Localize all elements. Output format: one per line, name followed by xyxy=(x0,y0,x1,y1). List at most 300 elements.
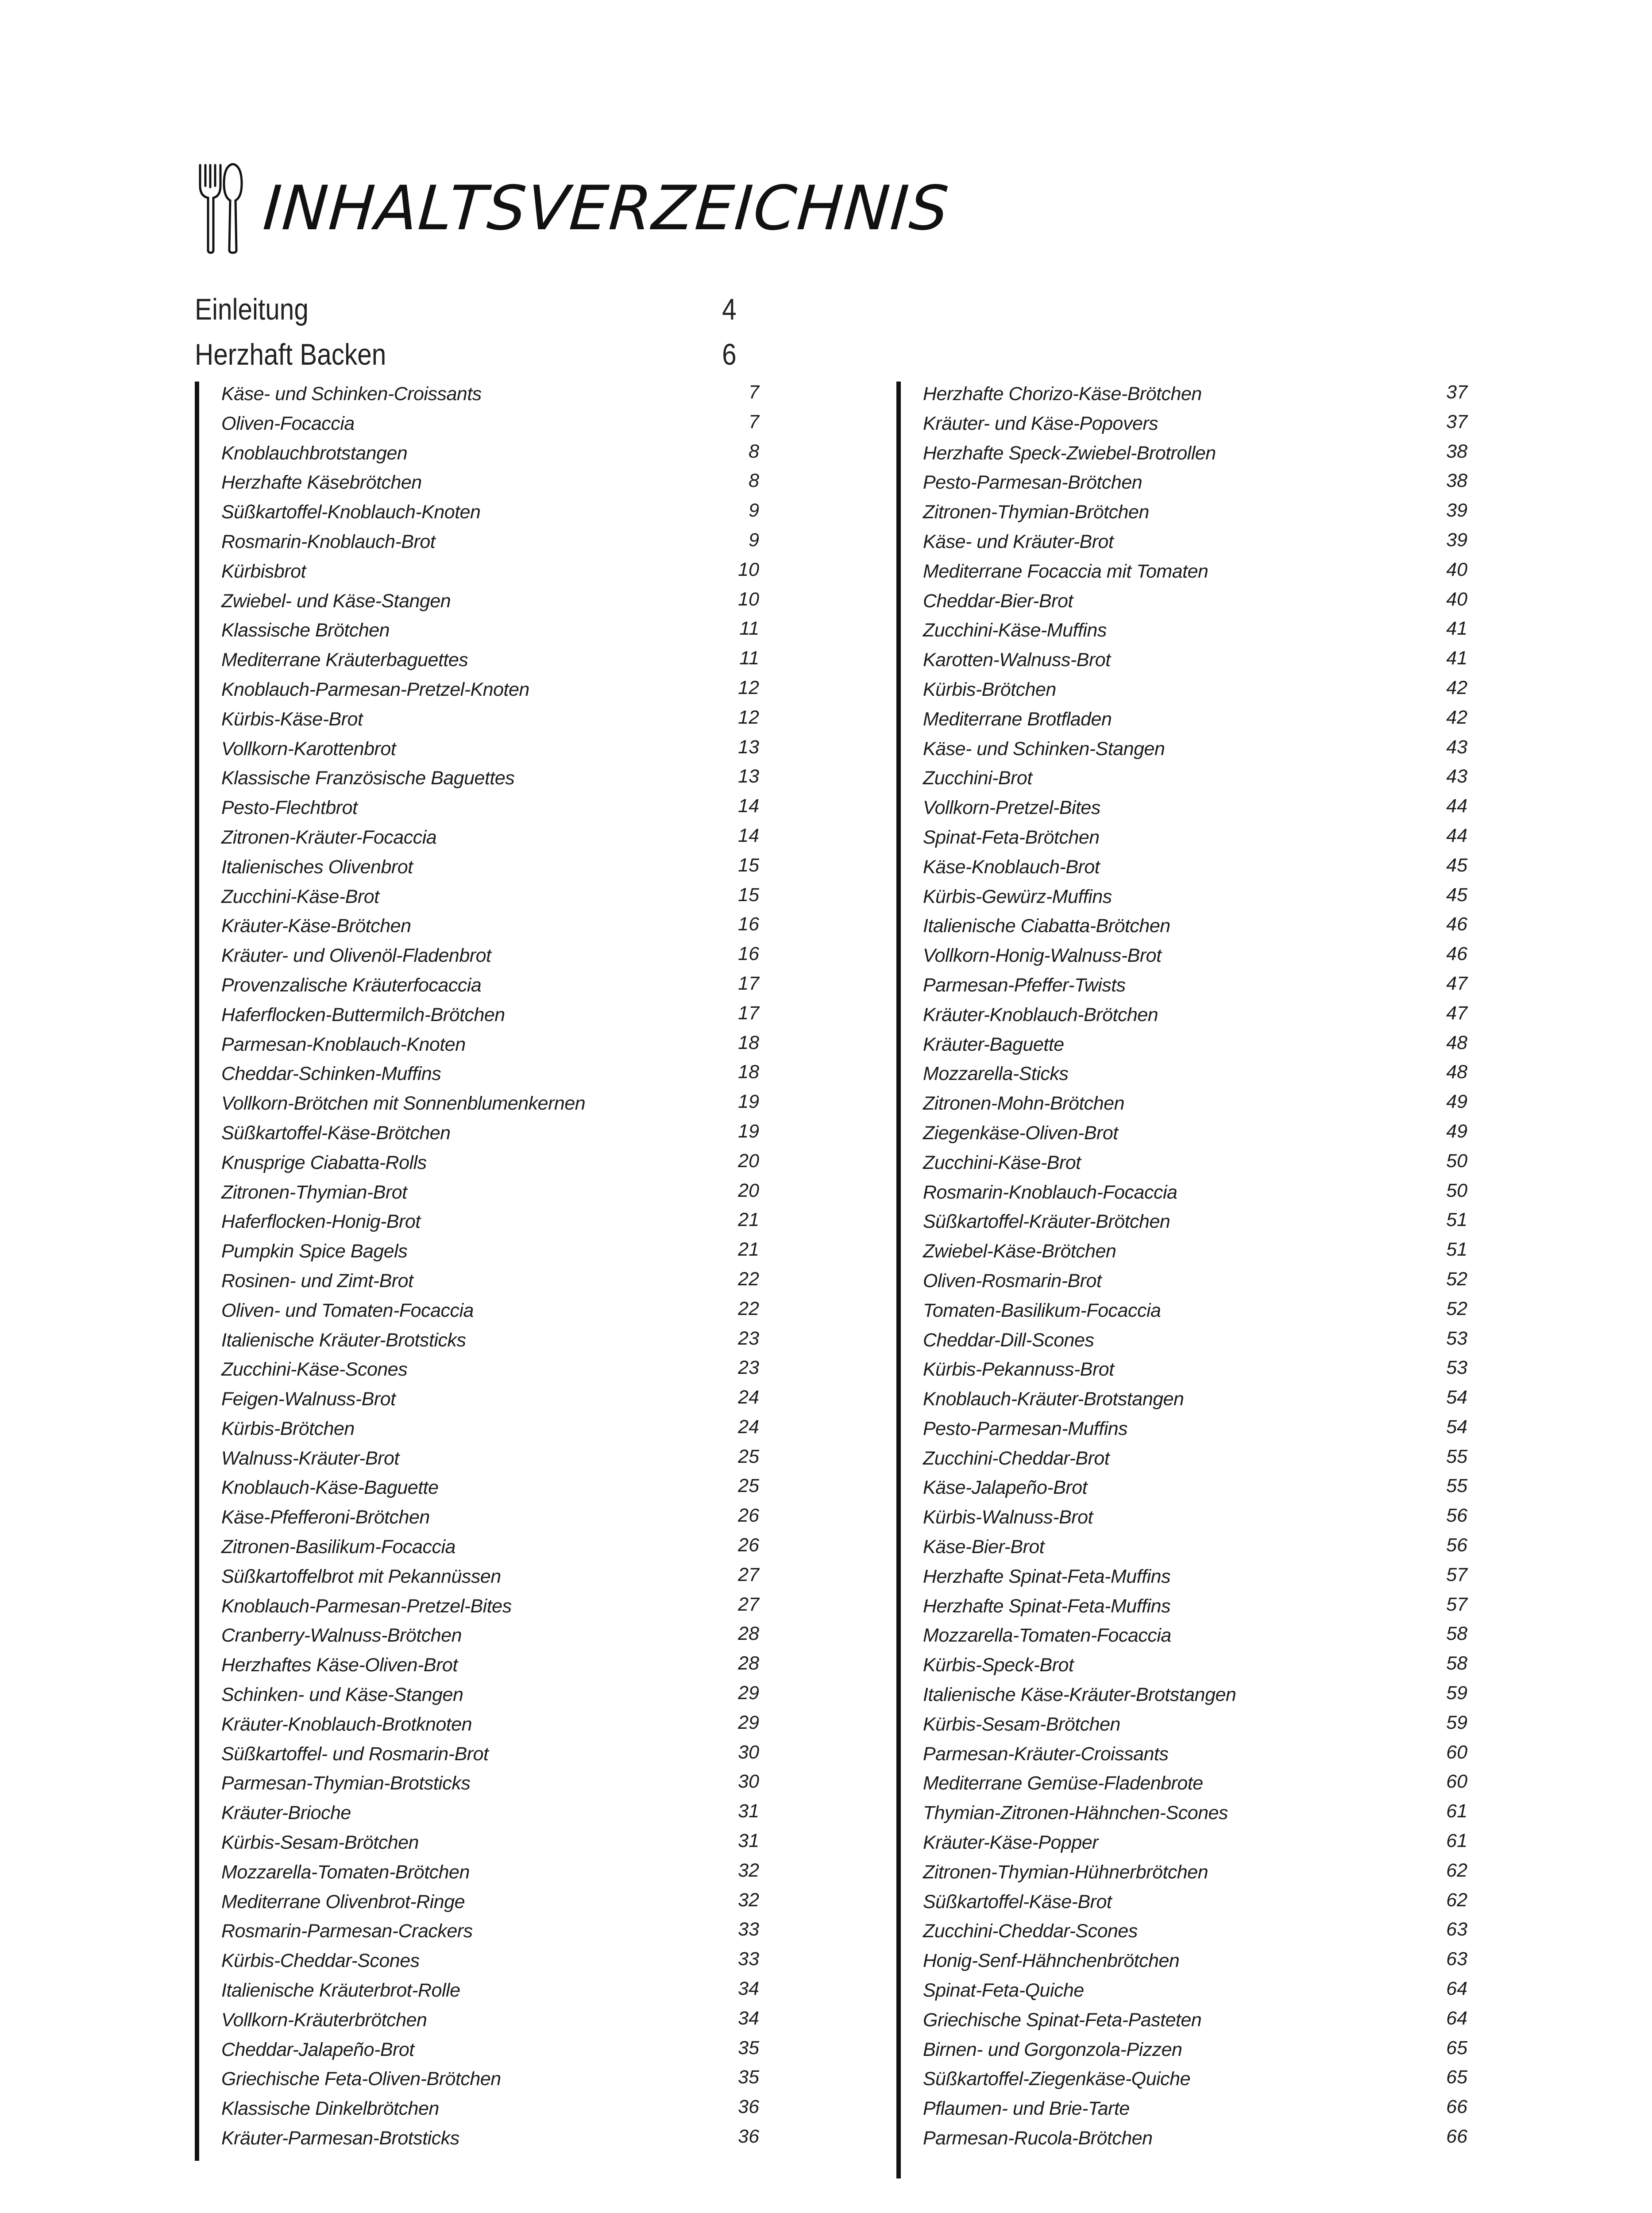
toc-entry-page: 26 xyxy=(738,1534,759,1556)
toc-entry[interactable] xyxy=(923,1742,1481,1771)
toc-entry-page: 18 xyxy=(738,1061,759,1083)
toc-entry-page: 17 xyxy=(738,1002,759,1024)
toc-entry-page: 63 xyxy=(1446,1948,1467,1970)
toc-entry-page: 11 xyxy=(739,618,759,640)
toc-entry-label: Pesto-Parmesan-Brötchen xyxy=(923,472,1143,493)
toc-entry-page: 62 xyxy=(1446,1889,1467,1911)
toc-entry[interactable] xyxy=(923,677,1481,707)
toc-entry[interactable] xyxy=(221,1446,779,1476)
toc-entry[interactable] xyxy=(923,470,1481,500)
toc-entry-label: Klassische Dinkelbrötchen xyxy=(221,2098,439,2120)
toc-entry-page: 27 xyxy=(738,1593,759,1615)
toc-entry-page: 14 xyxy=(738,795,759,817)
toc-entry-page: 29 xyxy=(738,1682,759,1704)
toc-entry[interactable] xyxy=(221,1298,779,1328)
toc-entry-label: Ziegenkäse-Oliven-Brot xyxy=(923,1122,1118,1144)
toc-entry[interactable] xyxy=(923,559,1481,589)
toc-entry[interactable] xyxy=(923,973,1481,1002)
toc-entry-label: Zitronen-Thymian-Brötchen xyxy=(923,501,1149,523)
toc-entry[interactable] xyxy=(221,1682,779,1712)
toc-entry[interactable] xyxy=(221,825,779,855)
toc-entry[interactable] xyxy=(923,1357,1481,1387)
toc-entry-page: 52 xyxy=(1446,1298,1467,1319)
toc-entry-label: Kürbis-Brötchen xyxy=(221,1418,355,1439)
toc-entry[interactable] xyxy=(221,648,779,677)
toc-entry-page: 46 xyxy=(1446,943,1467,965)
toc-entry-page: 9 xyxy=(749,500,759,521)
toc-entry[interactable] xyxy=(923,736,1481,766)
toc-entry[interactable] xyxy=(221,2037,779,2067)
toc-entry[interactable] xyxy=(923,1623,1481,1653)
toc-entry[interactable] xyxy=(221,1475,779,1505)
toc-entry[interactable] xyxy=(923,766,1481,795)
toc-entry[interactable] xyxy=(221,707,779,736)
toc-entry-page: 38 xyxy=(1446,470,1467,492)
toc-entry-label: Birnen- und Gorgonzola-Pizzen xyxy=(923,2039,1182,2060)
toc-entry[interactable] xyxy=(923,1002,1481,1032)
toc-entry-page: 53 xyxy=(1446,1357,1467,1379)
toc-entry-label: Oliven- und Tomaten-Focaccia xyxy=(221,1299,474,1321)
toc-entry-page: 7 xyxy=(749,411,759,432)
toc-entry-page: 51 xyxy=(1446,1209,1467,1231)
toc-entry-label: Cranberry-Walnuss-Brötchen xyxy=(221,1625,462,1646)
toc-entry-page: 32 xyxy=(738,1889,759,1911)
toc-entry[interactable] xyxy=(221,884,779,914)
toc-entry-page: 6 xyxy=(722,338,737,371)
toc-entry-page: 25 xyxy=(738,1446,759,1467)
toc-entry[interactable] xyxy=(221,1239,779,1268)
toc-entry[interactable] xyxy=(221,470,779,500)
page-header xyxy=(195,159,952,257)
toc-entry-page: 66 xyxy=(1446,2126,1467,2147)
toc-entry-page: 49 xyxy=(1446,1091,1467,1113)
toc-entry-page: 23 xyxy=(738,1327,759,1349)
toc-entry[interactable] xyxy=(923,914,1481,943)
toc-entry-page: 24 xyxy=(738,1387,759,1408)
toc-entry[interactable] xyxy=(923,1978,1481,2008)
toc-entry-label: Herzhafte Spinat-Feta-Muffins xyxy=(923,1595,1171,1617)
toc-entry-page: 7 xyxy=(749,382,759,403)
toc-entry-label: Rosmarin-Knoblauch-Brot xyxy=(221,531,436,552)
toc-entry-label: Zitronen-Thymian-Hühnerbrötchen xyxy=(923,1861,1208,1883)
toc-entry-page: 8 xyxy=(749,440,759,462)
toc-entry[interactable] xyxy=(923,1032,1481,1062)
toc-entry-label: Rosinen- und Zimt-Brot xyxy=(221,1270,413,1292)
toc-entry[interactable] xyxy=(221,1328,779,1357)
toc-entry-page: 29 xyxy=(738,1712,759,1733)
toc-entry-label: Zwiebel-Käse-Brötchen xyxy=(923,1241,1116,1262)
toc-entry[interactable] xyxy=(923,855,1481,884)
toc-entry-page: 48 xyxy=(1446,1032,1467,1053)
toc-entry-label: Vollkorn-Pretzel-Bites xyxy=(923,797,1100,819)
toc-entry[interactable] xyxy=(923,1328,1481,1357)
toc-entry-label: Käse- und Kräuter-Brot xyxy=(923,531,1114,552)
toc-entry[interactable] xyxy=(923,1298,1481,1328)
toc-entry[interactable] xyxy=(221,1860,779,1889)
toc-entry[interactable] xyxy=(923,1594,1481,1623)
toc-entry-page: 57 xyxy=(1446,1564,1467,1585)
toc-entry[interactable] xyxy=(923,648,1481,677)
toc-entry-page: 21 xyxy=(738,1209,759,1231)
toc-entry-page: 34 xyxy=(738,2007,759,2029)
toc-entry-page: 42 xyxy=(1446,677,1467,698)
toc-entry[interactable] xyxy=(221,1002,779,1032)
toc-entry-page: 16 xyxy=(738,914,759,935)
toc-entry[interactable] xyxy=(221,1830,779,1860)
toc-entry[interactable] xyxy=(923,411,1481,441)
toc-entry-page: 48 xyxy=(1446,1061,1467,1083)
toc-entry-page: 50 xyxy=(1446,1150,1467,1172)
toc-entry[interactable] xyxy=(923,1416,1481,1446)
toc-entry[interactable] xyxy=(221,736,779,766)
toc-entry-label: Zucchini-Käse-Scones xyxy=(221,1359,408,1380)
toc-entry-label: Kürbis-Walnuss-Brot xyxy=(923,1507,1093,1528)
toc-entry[interactable] xyxy=(221,2126,779,2155)
toc-entry[interactable] xyxy=(923,1239,1481,1268)
toc-entry-page: 26 xyxy=(738,1505,759,1527)
toc-entry-page: 56 xyxy=(1446,1505,1467,1527)
toc-entry-label: Käse- und Schinken-Stangen xyxy=(923,738,1165,760)
toc-entry[interactable] xyxy=(221,1180,779,1210)
toc-entry-label: Zitronen-Basilikum-Focaccia xyxy=(221,1536,455,1558)
toc-entry-page: 61 xyxy=(1446,1800,1467,1822)
toc-entry-label: Kräuter-Brioche xyxy=(221,1802,351,1824)
toc-entry[interactable] xyxy=(923,618,1481,648)
toc-entry-page: 60 xyxy=(1446,1741,1467,1763)
toc-entry[interactable] xyxy=(221,1742,779,1771)
toc-entry[interactable] xyxy=(923,1534,1481,1564)
toc-entry-page: 30 xyxy=(738,1741,759,1763)
toc-entry[interactable] xyxy=(923,500,1481,529)
toc-entry[interactable] xyxy=(923,1209,1481,1239)
toc-entry-label: Italienische Kräuter-Brotsticks xyxy=(221,1329,466,1351)
toc-entry-label: Käse-Pfefferoni-Brötchen xyxy=(221,1507,430,1528)
toc-entry-label: Kürbis-Cheddar-Scones xyxy=(221,1950,420,1972)
toc-entry-page: 56 xyxy=(1446,1534,1467,1556)
toc-entry-label: Herzhaft Backen xyxy=(195,338,386,371)
toc-entry-label: Knoblauch-Parmesan-Pretzel-Bites xyxy=(221,1595,512,1617)
toc-entry[interactable] xyxy=(221,943,779,973)
toc-entry[interactable] xyxy=(923,1180,1481,1210)
toc-entry-page: 28 xyxy=(738,1623,759,1645)
toc-entry[interactable] xyxy=(923,1800,1481,1830)
toc-entry[interactable] xyxy=(923,382,1481,411)
toc-entry-label: Cheddar-Dill-Scones xyxy=(923,1329,1094,1351)
toc-entry-label: Kürbis-Brötchen xyxy=(923,679,1056,700)
toc-entry-label: Kürbisbrot xyxy=(221,560,306,582)
toc-entry[interactable] xyxy=(221,2008,779,2037)
toc-entry-page: 14 xyxy=(738,825,759,846)
toc-entry-page: 36 xyxy=(738,2096,759,2118)
toc-entry-page: 30 xyxy=(738,1771,759,1793)
toc-entry-page: 43 xyxy=(1446,736,1467,758)
toc-entry-page: 40 xyxy=(1446,559,1467,580)
toc-entry[interactable] xyxy=(923,1505,1481,1534)
toc-entry-label: Griechische Spinat-Feta-Pasteten xyxy=(923,2009,1202,2031)
toc-entry-page: 20 xyxy=(738,1150,759,1172)
toc-entry-label: Parmesan-Kräuter-Croissants xyxy=(923,1743,1169,1765)
toc-entry-page: 65 xyxy=(1446,2066,1467,2088)
toc-entry[interactable] xyxy=(221,1091,779,1121)
toc-entry-page: 44 xyxy=(1446,825,1467,846)
toc-entry[interactable] xyxy=(221,766,779,795)
toc-entry-label: Rosmarin-Parmesan-Crackers xyxy=(221,1920,473,1942)
toc-entry-label: Parmesan-Knoblauch-Knoten xyxy=(221,1033,466,1055)
toc-entry[interactable] xyxy=(923,884,1481,914)
toc-entry[interactable] xyxy=(221,1564,779,1594)
toc-entry-page: 10 xyxy=(738,588,759,610)
toc-entry[interactable] xyxy=(923,1712,1481,1742)
toc-entry-label: Süßkartoffel-Knoblauch-Knoten xyxy=(221,501,481,523)
toc-entry[interactable] xyxy=(221,2066,779,2096)
toc-entry-page: 39 xyxy=(1446,500,1467,521)
toc-entry-page: 35 xyxy=(738,2037,759,2059)
toc-entry[interactable] xyxy=(923,1121,1481,1150)
toc-entry[interactable] xyxy=(923,825,1481,855)
toc-entry-page: 59 xyxy=(1446,1682,1467,1704)
toc-entry[interactable] xyxy=(221,677,779,707)
toc-entry[interactable] xyxy=(221,1061,779,1091)
toc-entry[interactable] xyxy=(923,795,1481,825)
toc-entry-label: Spinat-Feta-Brötchen xyxy=(923,826,1100,848)
toc-entry-page: 24 xyxy=(738,1416,759,1438)
toc-entry-page: 45 xyxy=(1446,884,1467,906)
toc-entry[interactable] xyxy=(221,618,779,648)
toc-entry-label: Cheddar-Jalapeño-Brot xyxy=(221,2039,414,2060)
toc-entry[interactable] xyxy=(221,973,779,1002)
toc-entry[interactable] xyxy=(923,1061,1481,1091)
toc-entry[interactable] xyxy=(923,1830,1481,1860)
toc-entry-label: Kürbis-Sesam-Brötchen xyxy=(221,1832,419,1854)
toc-entry-page: 22 xyxy=(738,1268,759,1290)
toc-entry[interactable] xyxy=(923,1653,1481,1682)
toc-entry-page: 42 xyxy=(1446,706,1467,728)
toc-entry-page: 33 xyxy=(738,1919,759,1940)
toc-entry[interactable] xyxy=(923,1268,1481,1298)
toc-entry-page: 19 xyxy=(738,1120,759,1142)
toc-entry-label: Süßkartoffel-Käse-Brot xyxy=(923,1891,1112,1912)
toc-entry[interactable] xyxy=(923,1475,1481,1505)
toc-entry[interactable] xyxy=(923,1150,1481,1180)
toc-entry-label: Kürbis-Gewürz-Muffins xyxy=(923,886,1112,907)
toc-entry[interactable] xyxy=(221,855,779,884)
toc-entry-label: Italienische Käse-Kräuter-Brotstangen xyxy=(923,1684,1236,1706)
toc-entry[interactable] xyxy=(923,1919,1481,1948)
toc-entry[interactable] xyxy=(221,1387,779,1416)
toc-entry-page: 19 xyxy=(738,1091,759,1113)
toc-entry[interactable] xyxy=(221,1268,779,1298)
toc-entry[interactable] xyxy=(221,1623,779,1653)
toc-entry-page: 37 xyxy=(1446,411,1467,432)
toc-entry-herzhaft-backen[interactable] xyxy=(195,337,737,382)
toc-entry-label: Mozzarella-Tomaten-Focaccia xyxy=(923,1625,1171,1646)
toc-entry-page: 44 xyxy=(1446,795,1467,817)
toc-entry-label: Tomaten-Basilikum-Focaccia xyxy=(923,1299,1161,1321)
toc-entry-page: 12 xyxy=(738,706,759,728)
toc-entry-label: Italienisches Olivenbrot xyxy=(221,856,413,878)
toc-entry[interactable] xyxy=(923,1682,1481,1712)
toc-entry-label: Mediterrane Brotfladen xyxy=(923,708,1112,730)
toc-entry[interactable] xyxy=(923,2066,1481,2096)
toc-entry-label: Kürbis-Pekannuss-Brot xyxy=(923,1359,1114,1380)
toc-entry[interactable] xyxy=(221,411,779,441)
toc-entry-page: 4 xyxy=(722,293,737,326)
toc-entry-label: Kräuter-Knoblauch-Brötchen xyxy=(923,1004,1158,1026)
toc-entry-label: Knusprige Ciabatta-Rolls xyxy=(221,1152,427,1173)
toc-entry-page: 35 xyxy=(738,2066,759,2088)
toc-entry-page: 32 xyxy=(738,1859,759,1881)
toc-entry[interactable] xyxy=(221,1948,779,1978)
toc-entry[interactable] xyxy=(221,1534,779,1564)
toc-entry-label: Parmesan-Rucola-Brötchen xyxy=(923,2128,1153,2149)
toc-entry[interactable] xyxy=(221,1919,779,1948)
toc-entry-page: 28 xyxy=(738,1653,759,1674)
toc-entry-page: 45 xyxy=(1446,854,1467,876)
toc-entry-label: Zucchini-Käse-Brot xyxy=(221,886,379,907)
toc-entry-label: Cheddar-Schinken-Muffins xyxy=(221,1063,441,1085)
toc-entry[interactable] xyxy=(221,1712,779,1742)
toc-entry-label: Oliven-Rosmarin-Brot xyxy=(923,1270,1102,1292)
toc-entry[interactable] xyxy=(221,914,779,943)
toc-entry[interactable] xyxy=(221,1416,779,1446)
toc-entry-label: Walnuss-Kräuter-Brot xyxy=(221,1447,399,1469)
toc-entry[interactable] xyxy=(221,382,779,411)
toc-entry[interactable] xyxy=(221,1150,779,1180)
toc-entry[interactable] xyxy=(923,1564,1481,1594)
toc-entry-label: Knoblauch-Kräuter-Brotstangen xyxy=(923,1388,1184,1410)
toc-entry[interactable] xyxy=(923,589,1481,618)
toc-entry-label: Süßkartoffel-Ziegenkäse-Quiche xyxy=(923,2068,1191,2090)
toc-entry[interactable] xyxy=(221,1357,779,1387)
toc-entry[interactable] xyxy=(923,529,1481,559)
toc-entry[interactable] xyxy=(923,2037,1481,2067)
toc-entry[interactable] xyxy=(923,943,1481,973)
toc-entry-label: Mozzarella-Sticks xyxy=(923,1063,1069,1085)
toc-entry-label: Käse-Jalapeño-Brot xyxy=(923,1477,1088,1499)
toc-entry[interactable] xyxy=(221,1889,779,1919)
toc-entry-page: 59 xyxy=(1446,1712,1467,1733)
toc-entry-page: 39 xyxy=(1446,529,1467,551)
toc-entry[interactable] xyxy=(923,1860,1481,1889)
toc-entry-label: Süßkartoffel-Käse-Brötchen xyxy=(221,1122,451,1144)
toc-entry[interactable] xyxy=(923,441,1481,470)
toc-entry[interactable] xyxy=(221,441,779,470)
toc-entry-page: 46 xyxy=(1446,914,1467,935)
toc-entry-page: 38 xyxy=(1446,440,1467,462)
toc-entry-page: 62 xyxy=(1446,1859,1467,1881)
toc-entry-label: Mediterrane Olivenbrot-Ringe xyxy=(221,1891,465,1912)
toc-entry[interactable] xyxy=(221,1771,779,1800)
toc-entry-label: Kürbis-Käse-Brot xyxy=(221,708,363,730)
toc-entry[interactable] xyxy=(221,1032,779,1062)
toc-entry[interactable] xyxy=(221,795,779,825)
toc-entry-page: 61 xyxy=(1446,1830,1467,1852)
toc-entry-page: 65 xyxy=(1446,2037,1467,2059)
toc-entry-label: Haferflocken-Buttermilch-Brötchen xyxy=(221,1004,505,1026)
toc-entry-page: 31 xyxy=(738,1800,759,1822)
toc-entry[interactable] xyxy=(221,500,779,529)
toc-entry-label: Vollkorn-Honig-Walnuss-Brot xyxy=(923,945,1162,967)
toc-entry-label: Herzhafte Spinat-Feta-Muffins xyxy=(923,1565,1171,1587)
toc-entry-label: Oliven-Focaccia xyxy=(221,413,355,434)
toc-entry-page: 41 xyxy=(1446,648,1467,669)
toc-entry-label: Klassische Brötchen xyxy=(221,620,390,641)
toc-entry-label: Italienische Ciabatta-Brötchen xyxy=(923,915,1170,937)
toc-entry-page: 15 xyxy=(738,854,759,876)
toc-column-left xyxy=(195,382,784,2161)
toc-entry[interactable] xyxy=(923,1889,1481,1919)
toc-entry-einleitung[interactable] xyxy=(195,292,737,336)
toc-entry[interactable] xyxy=(221,1505,779,1534)
toc-entry-label: Süßkartoffelbrot mit Pekannüssen xyxy=(221,1565,501,1587)
toc-entry-page: 53 xyxy=(1446,1327,1467,1349)
toc-entry[interactable] xyxy=(923,1948,1481,1978)
toc-entry[interactable] xyxy=(923,1387,1481,1416)
toc-entry[interactable] xyxy=(923,707,1481,736)
toc-entry[interactable] xyxy=(221,529,779,559)
toc-entry-label: Knoblauch-Käse-Baguette xyxy=(221,1477,439,1499)
toc-entry-label: Kräuter-Parmesan-Brotsticks xyxy=(221,2128,459,2149)
toc-entry[interactable] xyxy=(923,2126,1481,2155)
toc-entry-page: 40 xyxy=(1446,588,1467,610)
toc-entry-page: 60 xyxy=(1446,1771,1467,1793)
toc-entry-page: 55 xyxy=(1446,1446,1467,1467)
toc-entry-label: Mozzarella-Tomaten-Brötchen xyxy=(221,1861,470,1883)
toc-entry-label: Zucchini-Cheddar-Scones xyxy=(923,1920,1138,1942)
toc-entry[interactable] xyxy=(923,1091,1481,1121)
toc-entry-label: Haferflocken-Honig-Brot xyxy=(221,1211,421,1233)
toc-entry-label: Zwiebel- und Käse-Stangen xyxy=(221,590,451,612)
toc-entry-label: Süßkartoffel- und Rosmarin-Brot xyxy=(221,1743,489,1765)
toc-entry[interactable] xyxy=(221,559,779,589)
toc-entry-label: Zucchini-Käse-Brot xyxy=(923,1152,1081,1173)
toc-entry[interactable] xyxy=(221,589,779,618)
toc-entry-label: Herzhaftes Käse-Oliven-Brot xyxy=(221,1654,458,1676)
toc-entry-label: Kräuter- und Käse-Popovers xyxy=(923,413,1158,434)
toc-entry-page: 50 xyxy=(1446,1180,1467,1201)
toc-entry-page: 43 xyxy=(1446,766,1467,787)
toc-entry-page: 15 xyxy=(738,884,759,906)
toc-entry-page: 66 xyxy=(1446,2096,1467,2118)
toc-entry-label: Vollkorn-Kräuterbrötchen xyxy=(221,2009,427,2031)
toc-entry[interactable] xyxy=(221,1978,779,2008)
toc-entry-page: 23 xyxy=(738,1357,759,1379)
toc-entry-label: Vollkorn-Brötchen mit Sonnenblumenkernen xyxy=(221,1093,586,1114)
toc-entry-label: Kräuter-Käse-Popper xyxy=(923,1832,1099,1854)
toc-entry-label: Herzhafte Käsebrötchen xyxy=(221,472,422,493)
toc-entry[interactable] xyxy=(221,1653,779,1682)
toc-entry-label: Mediterrane Focaccia mit Tomaten xyxy=(923,560,1208,582)
toc-entry[interactable] xyxy=(923,1446,1481,1476)
toc-entry[interactable] xyxy=(221,1121,779,1150)
toc-entry-label: Kürbis-Sesam-Brötchen xyxy=(923,1713,1120,1735)
toc-entry[interactable] xyxy=(923,2008,1481,2037)
toc-entry-label: Pflaumen- und Brie-Tarte xyxy=(923,2098,1130,2120)
toc-entry[interactable] xyxy=(221,1594,779,1623)
toc-entry[interactable] xyxy=(923,2096,1481,2126)
toc-entry[interactable] xyxy=(923,1771,1481,1800)
toc-entry-page: 57 xyxy=(1446,1593,1467,1615)
toc-entry[interactable] xyxy=(221,2096,779,2126)
toc-entry-label: Käse- und Schinken-Croissants xyxy=(221,383,482,405)
toc-entry-page: 36 xyxy=(738,2126,759,2147)
toc-entry-label: Pesto-Parmesan-Muffins xyxy=(923,1418,1128,1439)
toc-entry-page: 13 xyxy=(738,736,759,758)
toc-entry-label: Kürbis-Speck-Brot xyxy=(923,1654,1074,1676)
toc-entry[interactable] xyxy=(221,1209,779,1239)
toc-entry-label: Pumpkin Spice Bagels xyxy=(221,1241,408,1262)
toc-entry[interactable] xyxy=(221,1800,779,1830)
